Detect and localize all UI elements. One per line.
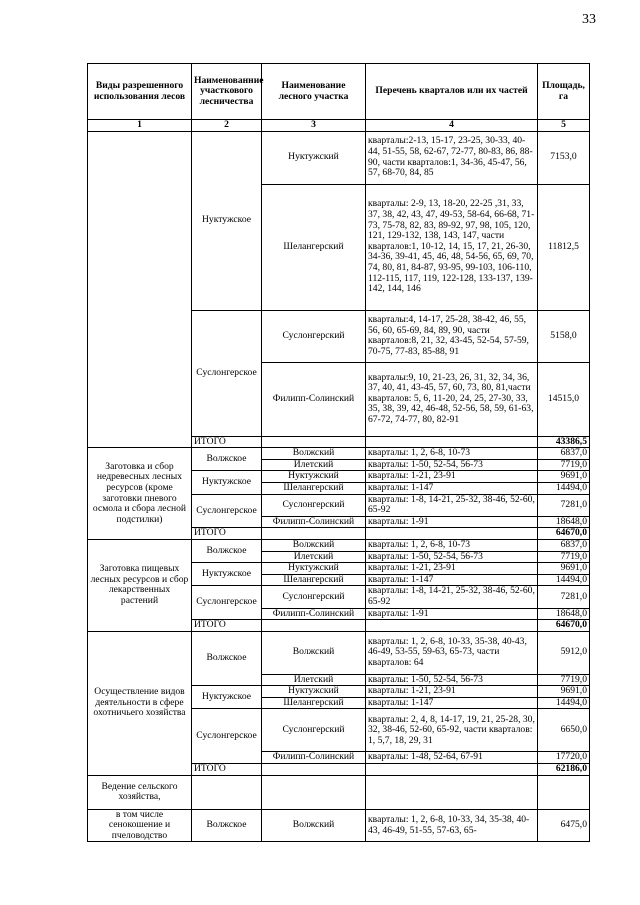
forest-area-cell: Шелангерский	[262, 574, 366, 586]
quarters-cell: кварталы: 1-50, 52-54, 56-73	[366, 459, 538, 471]
total-area: 64670,0	[538, 620, 590, 632]
table-row	[88, 448, 590, 460]
quarters-cell: кварталы: 2-9, 13, 18-20, 22-25 ,31, 33, 37, 38, 42, 43, 47, 49-53, 58-64, 66-68, 71-73, 75-78, 82, 83, 89-92, 97, 98, 105, 120, 121, 129-132, 138, 143, 147, части кварталов:1, 10-12, 14, 15, 17, 21, 26-30, 34-36, 39-41, 45, 46, 48, 54-56, 65, 69, 70, 74, 80, 81, 84-87, 93-95, 99-103, 106-110, 112-115, 117, 119, 122-128, 133-137, 139-142, 144, 146	[366, 184, 538, 310]
area-cell: 18648,0	[538, 516, 590, 528]
area-cell: 9691,0	[538, 686, 590, 698]
forest-area-cell: Шелангерский	[262, 697, 366, 709]
forest-area-cell: Суслонгерский	[262, 586, 366, 608]
column-number: 5	[538, 120, 590, 132]
use-type-cell: Заготовка пищевых лесных ресурсов и сбор лекарственных растений	[88, 539, 192, 631]
column-number: 4	[366, 120, 538, 132]
total-label: ИТОГО	[192, 436, 262, 448]
forest-area-cell: Волжский	[262, 448, 366, 460]
header-area-ha: Площадь, га	[538, 64, 590, 120]
area-cell: 6650,0	[538, 709, 590, 752]
forest-area-cell: Шелангерский	[262, 482, 366, 494]
forestry-cell: Нуктужское	[192, 686, 262, 709]
quarters-cell: кварталы: 1-48, 52-64, 67-91	[366, 752, 538, 764]
area-cell: 17720,0	[538, 752, 590, 764]
table-row	[88, 131, 590, 184]
use-type-cell	[88, 131, 192, 448]
forest-area-cell: Нуктужский	[262, 131, 366, 184]
column-number: 3	[262, 120, 366, 132]
forest-area-cell: Филипп-Солинский	[262, 752, 366, 764]
total-area: 43386,5	[538, 436, 590, 448]
area-cell: 14494,0	[538, 574, 590, 586]
table-row	[88, 775, 590, 809]
forestry-cell: Нуктужское	[192, 471, 262, 494]
quarters-cell: кварталы: 1-50, 52-54, 56-73	[366, 551, 538, 563]
forest-area-cell: Нуктужский	[262, 686, 366, 698]
forestry-cell: Волжское	[192, 809, 262, 842]
quarters-cell: кварталы: 1-147	[366, 697, 538, 709]
forest-area-cell: Суслонгерский	[262, 494, 366, 516]
forest-area-cell: Суслонгерский	[262, 709, 366, 752]
forest-area-cell: Волжский	[262, 809, 366, 842]
quarters-cell: кварталы:4, 14-17, 25-28, 38-42, 46, 55, 56, 60, 65-69, 84, 89, 90, части кварталов:8, 21, 32, 43-45, 52-54, 57-59, 70-75, 77-83, 85-88, 91	[366, 310, 538, 362]
table-row	[88, 539, 590, 551]
forest-area-cell: Филипп-Солинский	[262, 362, 366, 436]
forest-area-cell: Илетский	[262, 551, 366, 563]
quarters-cell: кварталы: 1, 2, 6-8, 10-33, 34, 35-38, 40-43, 46-49, 51-55, 57-63, 65-	[366, 809, 538, 842]
quarters-cell: кварталы: 1-91	[366, 608, 538, 620]
use-type-cell: Заготовка и сбор недревесных лесных ресурсов (кроме заготовки пневого осмола и сбора лесной подстилки)	[88, 448, 192, 540]
quarters-cell: кварталы: 1-147	[366, 574, 538, 586]
forestry-cell: Суслонгерское	[192, 310, 262, 436]
area-cell: 7719,0	[538, 674, 590, 686]
use-type-cell: Осуществление видов деятельности в сфере охотничьего хозяйства	[88, 631, 192, 775]
header-use-type: Виды разрешенного использования лесов	[88, 64, 192, 120]
forest-area-cell: Нуктужский	[262, 563, 366, 575]
total-area: 64670,0	[538, 528, 590, 540]
quarters-cell: кварталы: 1-8, 14-21, 25-32, 38-46, 52-60, 65-92	[366, 494, 538, 516]
forestry-cell: Нуктужское	[192, 131, 262, 310]
forestry-cell: Суслонгерское	[192, 586, 262, 620]
area-cell: 7153,0	[538, 131, 590, 184]
area-cell: 14494,0	[538, 697, 590, 709]
area-cell: 6837,0	[538, 448, 590, 460]
quarters-cell: кварталы: 1-91	[366, 516, 538, 528]
total-label: ИТОГО	[192, 528, 262, 540]
quarters-cell: кварталы: 1-147	[366, 482, 538, 494]
area-cell: 5912,0	[538, 631, 590, 674]
forestry-cell: Нуктужское	[192, 563, 262, 586]
quarters-cell: кварталы: 1, 2, 6-8, 10-73	[366, 539, 538, 551]
forest-area-cell: Волжский	[262, 539, 366, 551]
area-cell: 14494,0	[538, 482, 590, 494]
area-cell: 7719,0	[538, 459, 590, 471]
total-label: ИТОГО	[192, 620, 262, 632]
header-quarters: Перечень кварталов или их частей	[366, 64, 538, 120]
quarters-cell: кварталы: 1-21, 23-91	[366, 563, 538, 575]
column-number: 2	[192, 120, 262, 132]
area-cell: 18648,0	[538, 608, 590, 620]
quarters-cell: кварталы: 1-21, 23-91	[366, 686, 538, 698]
quarters-cell: кварталы: 1, 2, 6-8, 10-33, 35-38, 40-43, 46-49, 53-55, 59-63, 65-73, части кварталов: 64	[366, 631, 538, 674]
forest-area-cell: Волжский	[262, 631, 366, 674]
area-cell: 9691,0	[538, 471, 590, 483]
forest-area-cell: Шелангерский	[262, 184, 366, 310]
quarters-cell: кварталы: 1-8, 14-21, 25-32, 38-46, 52-60, 65-92	[366, 586, 538, 608]
area-cell: 11812,5	[538, 184, 590, 310]
total-label: ИТОГО	[192, 764, 262, 776]
forestry-cell: Суслонгерское	[192, 709, 262, 764]
forest-area-cell: Филипп-Солинский	[262, 608, 366, 620]
forest-area-cell: Филипп-Солинский	[262, 516, 366, 528]
quarters-cell: кварталы:2-13, 15-17, 23-25, 30-33, 40-44, 51-55, 58, 62-67, 72-77, 80-83, 86, 88-90, части кварталов:1, 34-36, 45-47, 56, 57, 68-70, 84, 85	[366, 131, 538, 184]
forest-use-table	[87, 63, 590, 842]
forestry-cell: Волжское	[192, 539, 262, 562]
use-type-cell: в том числе сенокошение и пчеловодство	[88, 809, 192, 842]
area-cell: 9691,0	[538, 563, 590, 575]
page-number: 33	[582, 12, 596, 27]
area-cell: 7719,0	[538, 551, 590, 563]
quarters-cell: кварталы:9, 10, 21-23, 26, 31, 32, 34, 36, 37, 40, 41, 43-45, 57, 60, 73, 80, 81,части кварталов: 5, 6, 11-20, 24, 25, 27-30, 33, 35, 38, 39, 42, 46-48, 52-56, 58, 59, 61-63, 67-72, 74-77, 80, 82-91	[366, 362, 538, 436]
column-number: 1	[88, 120, 192, 132]
area-cell: 6475,0	[538, 809, 590, 842]
area-cell: 6837,0	[538, 539, 590, 551]
table-row	[88, 631, 590, 674]
quarters-cell: кварталы: 1-50, 52-54, 56-73	[366, 674, 538, 686]
forestry-cell: Волжское	[192, 631, 262, 686]
quarters-cell: кварталы: 1, 2, 6-8, 10-73	[366, 448, 538, 460]
header-forest-area: Наименование лесного участка	[262, 64, 366, 120]
area-cell: 7281,0	[538, 494, 590, 516]
forestry-cell: Суслонгерское	[192, 494, 262, 528]
forest-area-cell: Нуктужский	[262, 471, 366, 483]
quarters-cell: кварталы: 1-21, 23-91	[366, 471, 538, 483]
forestry-cell: Волжское	[192, 448, 262, 471]
forest-area-cell: Илетский	[262, 674, 366, 686]
area-cell: 14515,0	[538, 362, 590, 436]
area-cell: 7281,0	[538, 586, 590, 608]
forest-area-cell: Илетский	[262, 459, 366, 471]
total-area: 62186,0	[538, 764, 590, 776]
area-cell: 5158,0	[538, 310, 590, 362]
table-row	[88, 809, 590, 842]
use-type-cell: Ведение сельского хозяйства,	[88, 775, 192, 809]
quarters-cell: кварталы: 2, 4, 8, 14-17, 19, 21, 25-28, 30, 32, 38-46, 52-60, 65-92, части кварталов: 1, 5,7, 18, 29, 31	[366, 709, 538, 752]
header-forestry: Наименованние участкового лесничества	[192, 64, 262, 120]
forest-area-cell: Суслонгерский	[262, 310, 366, 362]
